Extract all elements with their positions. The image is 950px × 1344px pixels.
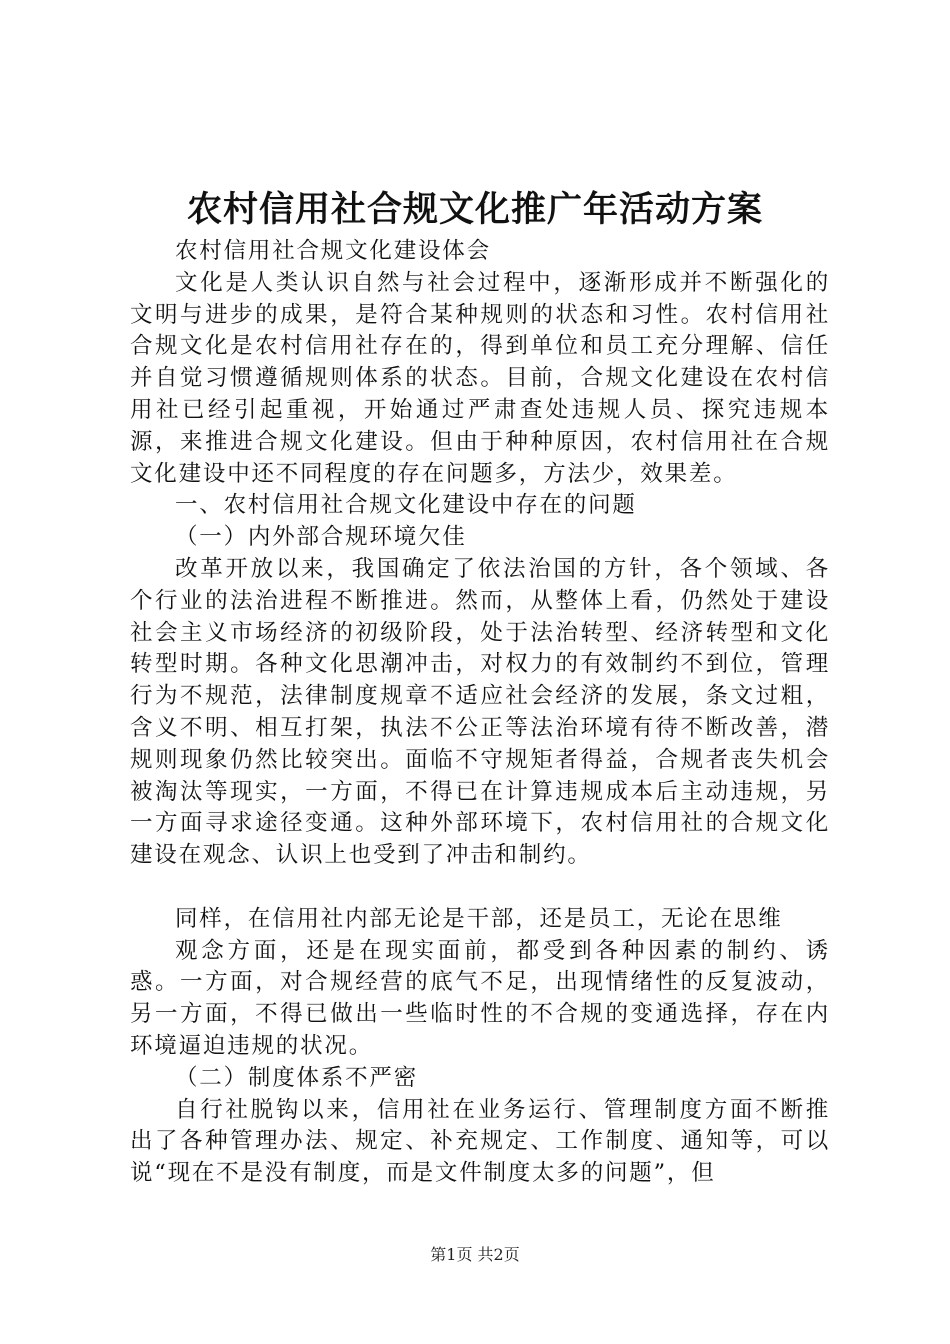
body-paragraph: 同样，在信用社内部无论是干部，还是员工，无论在思维 [175,905,783,932]
subsection-heading: （一）内外部合规环境欠佳 [175,524,467,551]
subtitle-paragraph: 农村信用社合规文化建设体会 [175,238,491,264]
document-body [130,236,830,1190]
body-paragraph: 观念方面，还是在现实面前，都受到各种因素的制约、诱惑。一方面，对合规经营的底气不足，出现情绪性的反复波动，另一方面，不得已做出一些临时性的不合规的变通选择，存在内环境逼迫违规的状况。 [130,937,830,1059]
section-heading: 一、农村信用社合规文化建设中存在的问题 [175,492,637,519]
body-paragraph: 改革开放以来，我国确定了依法治国的方针，各个领域、各个行业的法治进程不断推进。然而，从整体上看，仍然处于建设社会主义市场经济的初级阶段，处于法治转型、经济转型和文化转型时期。各种文化思潮冲击，对权力的有效制约不到位，管理行为不规范，法律制度规章不适应社会经济的发展，条文过粗，含义不明、相互打架，执法不公正等法治环境有待不断改善，潜规则现象仍然比较突出。面临不守规矩者得益，合规者丧失机会被淘汰等现实，一方面，不得已在计算违规成本后主动违规，另一方面寻求途径变通。这种外部环境下，农村信用社的合规文化建设在观念、认识上也受到了冲击和制约。 [130,555,830,869]
document-title: 农村信用社合规文化推广年活动方案 [186,189,763,230]
body-paragraph: 文化是人类认识自然与社会过程中，逐渐形成并不断强化的文明与进步的成果，是符合某种规则的状态和习性。农村信用社合规文化是农村信用社存在的，得到单位和员工充分理解、信任并自觉习惯遵循规则体系的状态。目前，合规文化建设在农村信用社已经引起重视，开始通过严肃查处违规人员、探究违规本源，来推进合规文化建设。但由于种种原因，农村信用社在合规文化建设中还不同程度的存在问题多，方法少，效果差。 [130,269,830,487]
subsection-heading: （二）制度体系不严密 [175,1064,419,1091]
body-paragraph: 自行社脱钩以来，信用社在业务运行、管理制度方面不断推出了各种管理办法、规定、补充规定、工作制度、通知等，可以说“现在不是没有制度，而是文件制度太多的问题”，但 [130,1096,830,1187]
page-footer: 第1页 共2页 [430,1245,520,1264]
